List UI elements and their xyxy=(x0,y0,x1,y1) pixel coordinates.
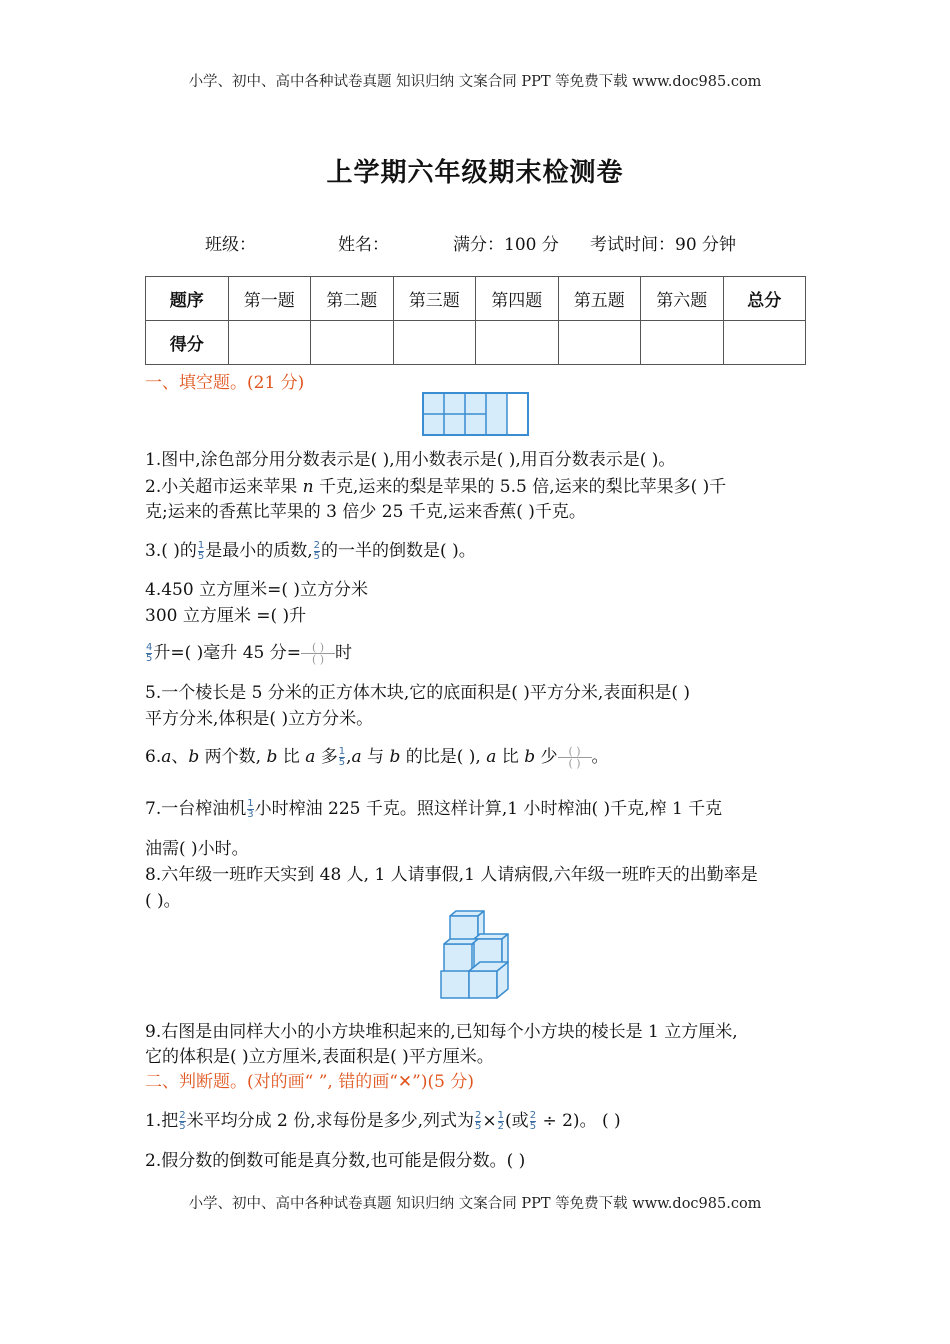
cube-stack-figure xyxy=(438,910,510,1000)
question-2-line-2: 克;运来的香蕉比苹果的 3 倍少 25 千克,运来香蕉( )千克。 xyxy=(145,502,586,522)
question-4-line-1: 4.450 立方厘米=( )立方分米 xyxy=(145,580,368,600)
question-4-line-2: 300 立方厘米 =( )升 xyxy=(145,606,307,626)
score-table-header-row xyxy=(146,277,806,321)
fraction-one-third: $\frac{1}{3}$ xyxy=(247,798,254,820)
blank-fraction[interactable]: ( ) ( ) xyxy=(558,746,592,769)
score-cell[interactable] xyxy=(228,321,311,365)
fraction-two-fifths: $\frac{2}{5}$ xyxy=(529,1110,537,1132)
score-cell[interactable] xyxy=(723,321,806,365)
question-9-line-1: 9.右图是由同样大小的小方块堆积起来的,已知每个小方块的棱长是 1 立方厘米, xyxy=(145,1022,738,1042)
question-8-line-2: ( )。 xyxy=(145,891,181,911)
question-9-line-2: 它的体积是( )立方厘米,表面积是( )平方厘米。 xyxy=(145,1047,494,1067)
page-header: 小学、初中、高中各种试卷真题 知识归纳 文案合同 PPT 等免费下载 www.doc985.com xyxy=(188,74,762,90)
question-8-line-1: 8.六年级一班昨天实到 48 人, 1 人请事假,1 人请病假,六年级一班昨天的出勤率是 xyxy=(145,865,758,885)
score-row-label: 得分 xyxy=(146,321,229,365)
question-7-line-2: 油需( )小时。 xyxy=(145,839,249,859)
score-cell[interactable] xyxy=(393,321,476,365)
judge-question-1: 1.把 $\frac{2}{5}$ 米平均分成 2 份,求每份是多少,列式为 $\frac{2}{5}$ × $\frac{1}{2}$ (或 $\frac{2}{5}$ ÷ 2)。 ( ) xyxy=(145,1110,621,1132)
score-cell[interactable] xyxy=(558,321,641,365)
table-header-cell: 第六题 xyxy=(641,277,724,321)
question-5-line-2: 平方分米,体积是( )立方分米。 xyxy=(145,709,374,729)
fraction-two-fifths: $\frac{2}{5}$ xyxy=(313,540,321,562)
full-score: 满分：100 分 xyxy=(453,235,559,255)
exam-time: 考试时间：90 分钟 xyxy=(590,235,737,255)
section-fill-blank-title: 一、填空题。(21 分) xyxy=(145,373,305,393)
table-header-cell: 第四题 xyxy=(476,277,559,321)
fraction-four-fifths: $\frac{4}{5}$ xyxy=(146,642,153,664)
question-7-line-1: 7.一台榨油机 $\frac{1}{3}$ 小时榨油 225 千克。照这样计算,1 小时榨油( )千克,榨 1 千克 xyxy=(145,798,723,820)
score-cell[interactable] xyxy=(641,321,724,365)
fraction-two-fifths: $\frac{2}{5}$ xyxy=(475,1110,482,1132)
name-label: 姓名： xyxy=(338,235,389,255)
shaded-grid-figure xyxy=(422,392,530,438)
cube-face xyxy=(469,971,497,998)
fraction-one-fifth: $\frac{1}{5}$ xyxy=(338,746,346,768)
question-2-line-1: 2.小关超市运来苹果 n 千克,运来的梨是苹果的 5.5 倍,运来的梨比苹果多( )千 xyxy=(145,477,727,497)
question-1: 1.图中,涂色部分用分数表示是( ),用小数表示是( ),用百分数表示是( )。 xyxy=(145,450,676,470)
score-cell[interactable] xyxy=(311,321,394,365)
question-5-line-1: 5.一个棱长是 5 分米的正方体木块,它的底面积是( )平方分米,表面积是( ) xyxy=(145,683,690,703)
page-footer: 小学、初中、高中各种试卷真题 知识归纳 文案合同 PPT 等免费下载 www.doc985.com xyxy=(188,1196,762,1212)
table-header-cell: 题序 xyxy=(146,277,229,321)
table-header-cell: 第二题 xyxy=(311,277,394,321)
table-header-cell: 第五题 xyxy=(558,277,641,321)
table-header-cell: 总分 xyxy=(723,277,806,321)
table-header-cell: 第三题 xyxy=(393,277,476,321)
question-4-line-3: $\frac{4}{5}$ 升=( )毫升 45 分= ( ) ( ) 时 xyxy=(146,641,352,666)
question-3: 3.( )的 $\frac{1}{5}$ 是最小的质数, $\frac{2}{5}$ 的一半的倒数是( )。 xyxy=(145,540,476,562)
fraction-one-fifth: $\frac{1}{5}$ xyxy=(197,540,205,562)
score-table xyxy=(145,276,806,365)
class-label: 班级： xyxy=(205,235,256,255)
fraction-one-half: $\frac{1}{2}$ xyxy=(497,1110,505,1132)
section-true-false-title: 二、判断题。(对的画“ ”, 错的画“✕”)(5 分) xyxy=(145,1072,474,1092)
cube-face xyxy=(441,971,469,998)
score-cell[interactable] xyxy=(476,321,559,365)
blank-fraction[interactable]: ( ) ( ) xyxy=(301,642,335,665)
score-table-score-row xyxy=(146,321,806,365)
fraction-two-fifths: $\frac{2}{5}$ xyxy=(179,1110,186,1132)
table-header-cell: 第一题 xyxy=(228,277,311,321)
question-6: 6.a、b 两个数, b 比 a 多 $\frac{1}{5}$ ,a 与 b 的比是( ), a 比 b 少 ( ) ( ) 。 xyxy=(145,745,609,770)
cube-face xyxy=(444,944,472,972)
cube-face xyxy=(444,939,478,944)
judge-question-2: 2.假分数的倒数可能是真分数,也可能是假分数。( ) xyxy=(145,1151,526,1171)
page-title: 上学期六年级期末检测卷 xyxy=(326,158,624,188)
